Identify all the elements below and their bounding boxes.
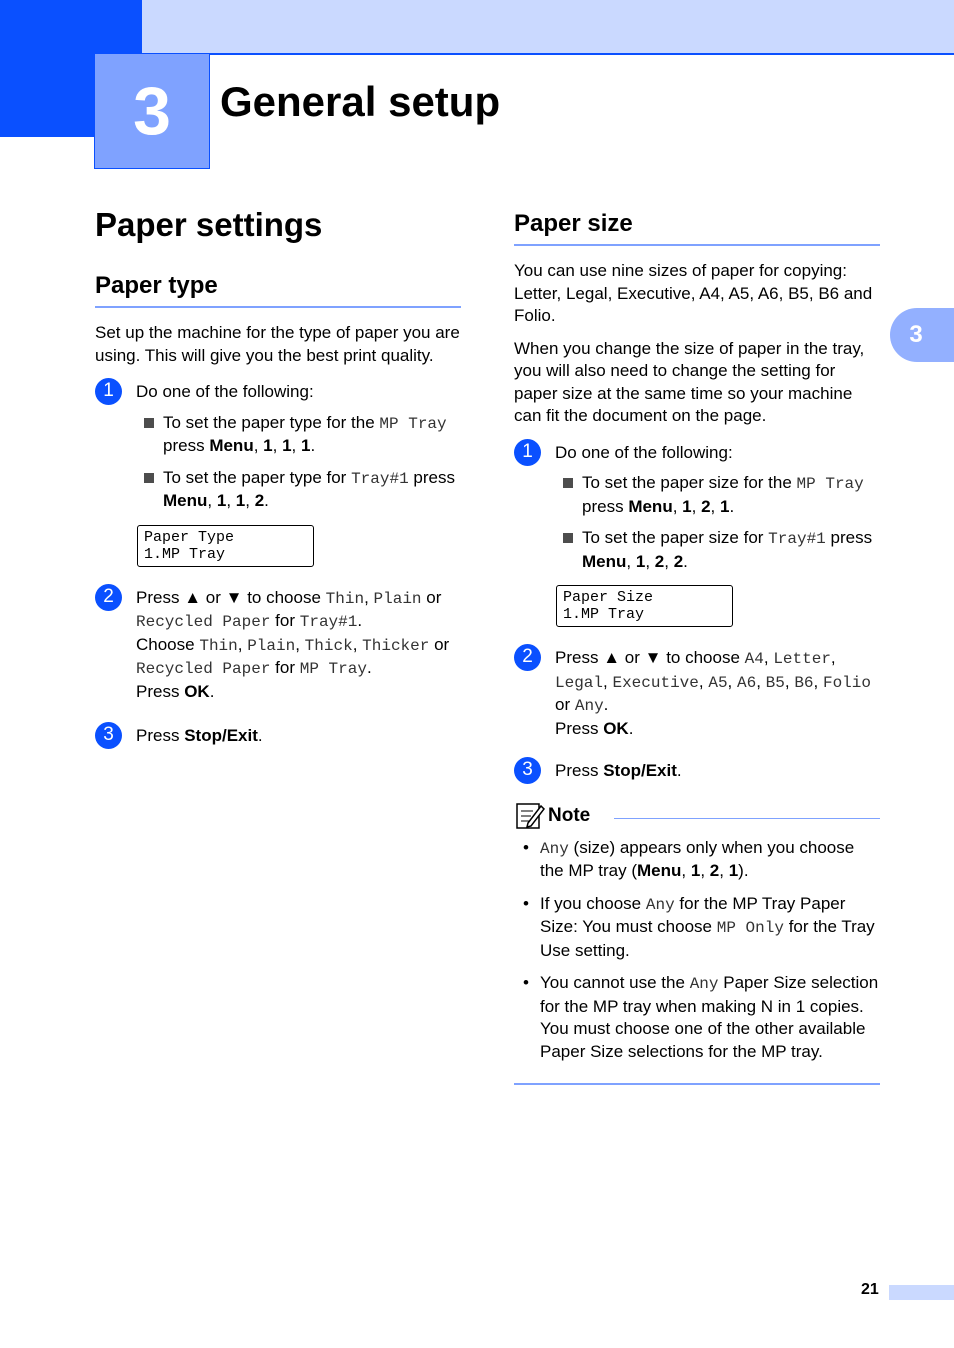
up-arrow-icon: ▲ (184, 587, 202, 607)
note-box (514, 801, 880, 1086)
down-arrow-icon: ▼ (644, 648, 662, 667)
step-1 (95, 381, 461, 567)
lcd-line-2: 1.MP Tray (144, 545, 226, 563)
down-arrow-icon: ▼ (225, 587, 243, 607)
lcd-display (137, 525, 314, 567)
chapter-number-box (94, 53, 210, 169)
note-rule (614, 818, 880, 819)
right-column (514, 206, 880, 1085)
paper-size-paragraph-1: You can use nine sizes of paper for copying: Letter, Legal, Executive, A4, A5, A6, B5, B6 and Folio. (514, 261, 873, 325)
option-list (555, 472, 880, 573)
step-2: 2 Press ▲ or ▼ to choose Thin, Plain or Recycled Paper for Tray#1. Choose Thin, Plain, Thick, Thicker or Recycled Paper for MP Tray. Press OK. (95, 587, 461, 704)
list-item: To set the paper type for Tray#1 press Menu, 1, 1, 2. (144, 467, 461, 513)
page-number: 21 (861, 1281, 879, 1298)
subsection-heading-paper-size: Paper size (514, 210, 880, 246)
up-arrow-icon: ▲ (603, 648, 621, 667)
step-text: Do one of the following: (136, 382, 314, 401)
paper-type-intro: Set up the machine for the type of paper you are using. This will give you the best print quality. (95, 323, 460, 365)
subsection-heading-paper-type: Paper type (95, 272, 461, 308)
step-number: 1 (514, 439, 541, 466)
option-list (136, 412, 461, 513)
step-number: 1 (95, 378, 122, 405)
list-item: To set the paper size for Tray#1 press Menu, 1, 2, 2. (563, 527, 880, 573)
lcd-line-1: Paper Size (563, 589, 654, 606)
paper-size-paragraph-2: When you change the size of paper in the tray, you will also need to change the setting for paper size at the same time so your machine can fit the document on the page. (514, 338, 865, 425)
chapter-side-tab (890, 308, 954, 362)
footer-bar (889, 1285, 954, 1300)
lcd-line-2: 1.MP Tray (563, 606, 645, 623)
list-item: • You cannot use the Any Paper Size selection for the MP tray when making N in 1 copies. You must choose one of the other available Paper Size selections for the MP tray. (514, 972, 880, 1063)
chapter-title: General setup (220, 78, 501, 125)
step-number: 2 (514, 644, 541, 671)
header-band (142, 0, 954, 55)
note-list (514, 837, 880, 1086)
step-3: 3 Press Stop/Exit. (514, 760, 880, 783)
side-tab-label: 3 (909, 321, 923, 348)
step-3: 3 Press Stop/Exit. (95, 725, 461, 748)
step-1 (514, 442, 880, 628)
note-label: Note (548, 804, 591, 826)
list-item: • If you choose Any for the MP Tray Paper Size: You must choose MP Only for the Tray Use setting. (514, 893, 880, 963)
step-2: 2 Press ▲ or ▼ to choose A4, Letter, Legal, Executive, A5, A6, B5, B6, Folio or Any. Press OK. (514, 647, 880, 740)
note-header (514, 801, 880, 831)
lcd-line-1: Paper Type (144, 528, 235, 546)
list-item: To set the paper size for the MP Tray press Menu, 1, 2, 1. (563, 472, 880, 518)
chapter-number: 3 (133, 73, 171, 149)
step-text: Do one of the following: (555, 442, 733, 462)
list-item: To set the paper type for the MP Tray press Menu, 1, 1, 1. (144, 412, 461, 458)
left-column (95, 206, 461, 748)
note-pencil-icon (514, 801, 546, 831)
step-number: 3 (514, 757, 541, 784)
section-heading: Paper settings (95, 206, 323, 243)
step-number: 3 (95, 722, 122, 749)
lcd-display (556, 585, 733, 627)
list-item: • Any (size) appears only when you choose the MP tray (Menu, 1, 2, 1). (514, 837, 880, 883)
step-number: 2 (95, 584, 122, 611)
